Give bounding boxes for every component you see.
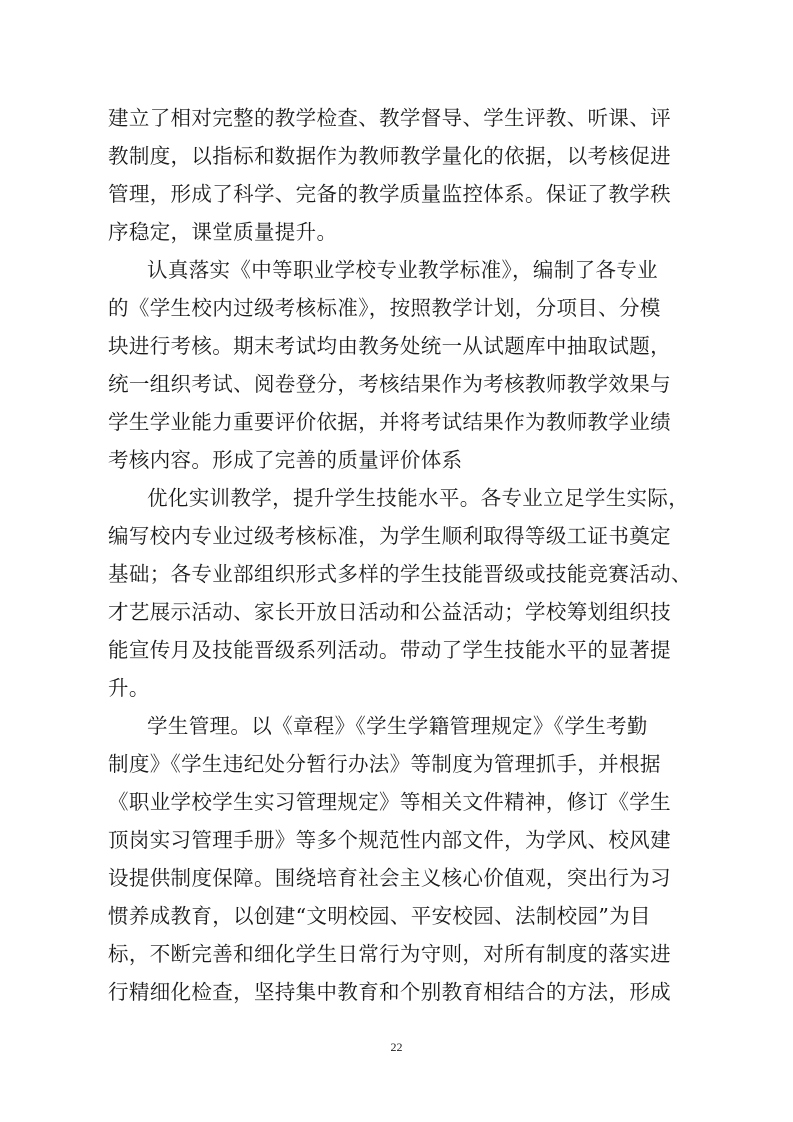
page-number: 22 (390, 1040, 403, 1054)
text-line: 行精细化检查，坚持集中教育和个别教育相结合的方法，形成 (108, 980, 671, 1004)
text-line: 的《学生校内过级考核标准》，按照教学计划，分项目、分模 (108, 296, 661, 320)
text-line: 惯养成教育，以创建“文明校园、平安校园、法制校园”为目 (108, 904, 651, 928)
text-line: 升。 (108, 676, 150, 700)
text-line: 才艺展示活动、家长开放日活动和公益活动；学校筹划组织技 (108, 600, 671, 624)
text-line: 《职业学校学生实习管理规定》等相关文件精神，修订《学生 (108, 790, 671, 814)
text-line: 统一组织考试、阅卷登分，考核结果作为考核教师教学效果与 (108, 372, 671, 396)
text-line: 建立了相对完整的教学检查、教学督导、学生评教、听课、评 (108, 106, 671, 130)
text-line: 认真落实《中等职业学校专业教学标准》，编制了各专业 (147, 258, 658, 282)
text-line: 编写校内专业过级考核标准，为学生顺利取得等级工证书奠定 (108, 524, 671, 548)
text-line: 教制度，以指标和数据作为教师教学量化的依据，以考核促进 (108, 144, 671, 168)
text-line: 制度》《学生违纪处分暂行办法》等制度为管理抓手，并根据 (108, 752, 661, 776)
text-line: 顶岗实习管理手册》等多个规范性内部文件，为学风、校风建 (108, 828, 671, 852)
text-line: 块进行考核。期末考试均由教务处统一从试题库中抽取试题， (108, 334, 671, 358)
text-line: 标，不断完善和细化学生日常行为守则，对所有制度的落实进 (108, 942, 671, 966)
text-line: 优化实训教学，提升学生技能水平。各专业立足学生实际， (147, 486, 690, 510)
text-line: 学生学业能力重要评价依据，并将考试结果作为教师教学业绩 (108, 410, 671, 434)
text-line: 序稳定，课堂质量提升。 (108, 220, 338, 244)
text-line: 学生管理。以《章程》《学生学籍管理规定》《学生考勤 (147, 714, 648, 738)
text-line: 基础；各专业部组织形式多样的学生技能晋级或技能竞赛活动、 (108, 562, 692, 586)
text-line: 能宣传月及技能晋级系列活动。带动了学生技能水平的显著提 (108, 638, 671, 662)
text-line: 管理，形成了科学、完备的教学质量监控体系。保证了教学秩 (108, 182, 671, 206)
text-line: 考核内容。形成了完善的质量评价体系 (108, 448, 463, 472)
text-line: 设提供制度保障。围绕培育社会主义核心价值观，突出行为习 (108, 866, 671, 890)
